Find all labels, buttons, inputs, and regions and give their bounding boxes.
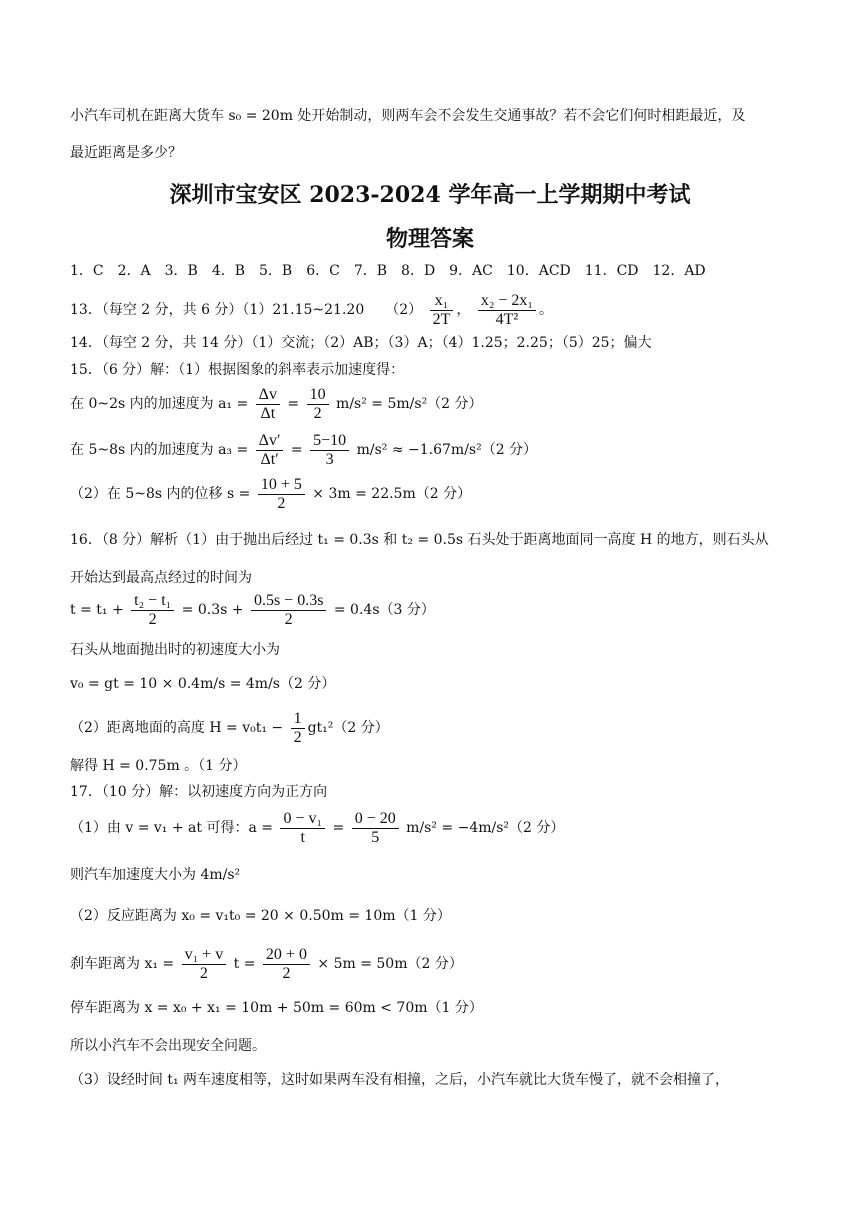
fraction-numerator: 10 + 5 [258, 476, 305, 495]
text: = [328, 820, 349, 836]
fraction-15-2 [258, 476, 305, 513]
fraction-numerator: Δv′ [256, 432, 284, 451]
fraction-numerator: 20 + 0 [263, 946, 310, 965]
fraction-denominator: 3 [325, 450, 334, 468]
text: = [286, 442, 308, 458]
answer-15-line-1 [70, 384, 483, 424]
answer-17-head: 17．（10 分）解：以初速度方向为正方向 [70, 784, 328, 800]
text: gt₁²（2 分） [307, 720, 389, 736]
text: = 0.4s（3 分） [329, 602, 435, 618]
text: t = [229, 956, 260, 972]
fraction-denominator: 2T [432, 310, 451, 328]
answer-17-line-1 [70, 808, 564, 848]
fraction-denominator: Δt′ [260, 450, 279, 468]
fraction-denominator: 2 [293, 728, 302, 746]
text: = 0.3s + [177, 602, 248, 618]
answer-15-line-3 [70, 474, 471, 514]
fraction-denominator: 2 [313, 404, 322, 422]
answer-16-line-4: 石头从地面抛出时的初速度大小为 [70, 642, 280, 658]
answer-14: 14．（每空 2 分，共 14 分）（1）交流；（2）AB；（3）A；（4）1.25；2.25；（5）25；偏大 [70, 335, 652, 351]
fraction-10-2 [307, 386, 329, 423]
fraction-numerator: 0.5s − 0.3s [251, 592, 326, 611]
fraction-numerator: 5−10 [310, 432, 349, 451]
text: = [282, 396, 304, 412]
fraction-1-2 [291, 710, 305, 747]
answer-17-line-2: 则汽车加速度大小为 4m/s² [70, 867, 241, 883]
fraction-v1-v-2 [182, 946, 227, 983]
end-mark: 。 [539, 302, 554, 318]
text: × 3m = 22.5m（2 分） [307, 486, 472, 502]
text: × 5m = 50m（2 分） [312, 956, 463, 972]
answer-15-head: 15．（6 分）解：（1）根据图象的斜率表示加速度得： [70, 362, 405, 378]
fraction-denominator: t [300, 828, 305, 846]
fraction-numerator: 0 − v₁ [280, 810, 325, 829]
text: （2）距离地面的高度 H = v₀t₁ − [70, 720, 288, 736]
intro-line-2: 最近距离是多少？ [70, 145, 182, 161]
fraction-numerator: 0 − 20 [352, 810, 399, 829]
choice-answers: 1．C 2．A 3．B 4．B 5．B 6．C 7．B 8．D 9．AC 10．ACD 11．CD 12．AD [70, 263, 706, 279]
text: （2）在 5~8s 内的位移 s = [70, 486, 255, 502]
text: 刹车距离为 x₁ = [70, 956, 179, 972]
answer-13 [70, 290, 553, 330]
fraction-denominator: Δt [260, 404, 276, 422]
fraction-denominator: 4T² [495, 310, 519, 328]
text: 在 5~8s 内的加速度为 a₃ = [70, 442, 253, 458]
answer-16-line-2: 开始达到最高点经过的时间为 [70, 570, 252, 586]
text: m/s² = 5m/s²（2 分） [331, 396, 483, 412]
fraction-numerator: 1 [291, 710, 305, 729]
page-subtitle: 物理答案 [385, 226, 474, 252]
answer-17-line-5: 停车距离为 x = x₀ + x₁ = 10m + 50m = 60m < 70m（1 分） [70, 1000, 483, 1016]
fraction-numerator: x₁ [430, 292, 454, 311]
answer-16-line-1: 16．（8 分）解析（1）由于抛出后经过 t₁ = 0.3s 和 t₂ = 0.5s 石头处于距离地面同一高度 H 的地方，则石头从 [70, 532, 769, 548]
fraction-numerator: 10 [307, 386, 329, 405]
answer-16-line-6 [70, 708, 389, 748]
fraction-0-20-5 [352, 810, 399, 847]
fraction-numerator: x₂ − 2x₁ [478, 292, 536, 311]
answer-17-line-3: （2）反应距离为 x₀ = v₁t₀ = 20 × 0.50m = 10m（1 分） [70, 908, 451, 924]
fraction-denominator: 5 [371, 828, 380, 846]
fraction-denominator: 2 [282, 964, 291, 982]
answer-17-line-6: 所以小汽车不会出现安全问题。 [70, 1038, 266, 1054]
page-title: 深圳市宝安区 2023-2024 学年高一上学期期中考试 [169, 182, 691, 208]
fraction-time-diff-2 [251, 592, 326, 629]
separator: ， [456, 302, 471, 318]
fraction-20-0-2 [263, 946, 310, 983]
text: m/s² ≈ −1.67m/s²（2 分） [352, 442, 538, 458]
fraction-numerator: Δv [256, 386, 280, 405]
fraction-x2-4T2 [478, 292, 536, 329]
intro-line-1: 小汽车司机在距离大货车 s₀ = 20m 处开始制动，则两车会不会发生交通事故？若不会它们何时相距最近，及 [70, 108, 746, 124]
answer-15-line-2 [70, 430, 537, 470]
fraction-numerator: v₁ + v [182, 946, 227, 965]
fraction-denominator: 2 [199, 964, 208, 982]
fraction-dv-dt [256, 386, 280, 423]
answer-17-line-7: （3）设经时间 t₁ 两车速度相等，这时如果两车没有相撞，之后，小汽车就比大货车慢了，就不会相撞了， [70, 1072, 730, 1088]
fraction-t2-t1-2 [131, 592, 174, 629]
text: m/s² = −4m/s²（2 分） [401, 820, 565, 836]
text: t = t₁ + [70, 602, 129, 618]
fraction-numerator: t₂ − t₁ [131, 592, 174, 611]
fraction-dvp-dtp [256, 432, 284, 469]
answer-16-line-3 [70, 590, 435, 630]
answer-17-line-4 [70, 944, 463, 984]
fraction-x1-2T [430, 292, 454, 329]
text: （1）由 v = v₁ + at 可得：a = [70, 820, 278, 836]
answer-13-prefix: 13．（每空 2 分，共 6 分）（1）21.15~21.20 （2） [70, 302, 423, 318]
fraction-denominator: 2 [277, 494, 286, 512]
fraction-0-v1-t [280, 810, 325, 847]
answer-16-line-5: v₀ = gt = 10 × 0.4m/s = 4m/s（2 分） [70, 676, 336, 692]
fraction-denominator: 2 [148, 610, 157, 628]
text: 在 0~2s 内的加速度为 a₁ = [70, 396, 253, 412]
fraction-denominator: 2 [284, 610, 293, 628]
fraction-5-10-3 [310, 432, 349, 469]
answer-16-line-7: 解得 H = 0.75m 。（1 分） [70, 758, 247, 774]
